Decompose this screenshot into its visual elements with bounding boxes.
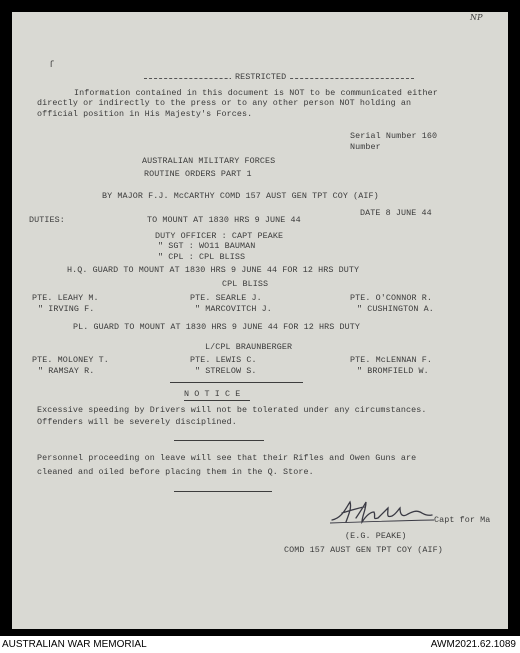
duties-mount: TO MOUNT AT 1830 HRS 9 JUNE 44	[147, 215, 301, 225]
hq-guard-member: PTE. SEARLE J.	[190, 293, 262, 303]
duty-sgt: " SGT : WO11 BAUMAN	[158, 241, 256, 251]
order-date: DATE 8 JUNE 44	[360, 208, 432, 218]
forces-heading: AUSTRALIAN MILITARY FORCES	[142, 156, 276, 166]
duty-officer: DUTY OFFICER : CAPT PEAKE	[155, 231, 284, 241]
hq-guard-member: " IRVING F.	[38, 304, 95, 314]
notice-para-2: cleaned and oiled before placing them in the Q. Store.	[37, 467, 314, 477]
notice-title: N O T I C E	[184, 389, 241, 399]
pl-guard-member: PTE. LEWIS C.	[190, 355, 257, 365]
pl-guard-heading: PL. GUARD TO MOUNT AT 1830 HRS 9 JUNE 44 FOR 12 HRS DUTY	[73, 322, 361, 332]
pl-guard-member: " BROMFIELD W.	[357, 366, 429, 376]
signatory-name: (E.G. PEAKE)	[345, 531, 407, 541]
duties-label: DUTIES:	[29, 215, 65, 225]
notice-line-3: official position in His Majesty's Forces.	[37, 109, 253, 119]
margin-mark: ſ	[49, 60, 55, 70]
notice-line-1: Information contained in this document is NOT to be communicated either	[74, 88, 438, 98]
number-label: Number	[350, 142, 381, 152]
pl-guard-commander: L/CPL BRAUNBERGER	[205, 342, 293, 352]
hq-guard-member: " MARCOVITCH J.	[195, 304, 272, 314]
signatory-rank: Capt for Ma	[434, 515, 491, 525]
notice-top-rule	[170, 382, 303, 383]
archive-footer	[0, 636, 520, 653]
pl-guard-member: " RAMSAY R.	[38, 366, 95, 376]
serial-number: Serial Number 160	[350, 131, 438, 141]
notice-para-1: Offenders will be severely disciplined.	[37, 417, 237, 427]
authority-line: BY MAJOR F.J. McCARTHY COMD 157 AUST GEN TPT COY (AIF)	[102, 191, 379, 201]
hq-guard-member: " CUSHINGTON A.	[357, 304, 434, 314]
pl-guard-member: " STRELOW S.	[195, 366, 257, 376]
signatory-unit: COMD 157 AUST GEN TPT COY (AIF)	[284, 545, 443, 555]
hq-guard-member: PTE. LEAHY M.	[32, 293, 99, 303]
notice-line-2: directly or indirectly to the press or to any other person NOT holding an	[37, 98, 412, 108]
hq-guard-member: PTE. O'CONNOR R.	[350, 293, 433, 303]
archive-reference: AWM2021.62.1089	[430, 639, 516, 650]
hq-guard-heading: H.Q. GUARD TO MOUNT AT 1830 HRS 9 JUNE 44 FOR 12 HRS DUTY	[67, 265, 360, 275]
corner-mark: NP	[470, 13, 483, 22]
orders-heading: ROUTINE ORDERS PART 1	[144, 169, 252, 179]
pl-guard-member: PTE. McLENNAN F.	[350, 355, 433, 365]
document-page	[12, 12, 508, 629]
notice-para-1: Excessive speeding by Drivers will not be tolerated under any circumstances.	[37, 405, 427, 415]
signature	[326, 496, 438, 528]
classification-label: RESTRICTED	[231, 72, 290, 82]
notice-para-2: Personnel proceeding on leave will see that their Rifles and Owen Guns are	[37, 453, 417, 463]
notice-end-rule	[174, 491, 272, 492]
notice-divider	[174, 440, 264, 441]
hq-guard-commander: CPL BLISS	[222, 279, 269, 289]
duty-cpl: " CPL : CPL BLISS	[158, 252, 246, 262]
archive-name: AUSTRALIAN WAR MEMORIAL	[2, 639, 147, 650]
pl-guard-member: PTE. MOLONEY T.	[32, 355, 109, 365]
notice-underline	[184, 400, 250, 401]
